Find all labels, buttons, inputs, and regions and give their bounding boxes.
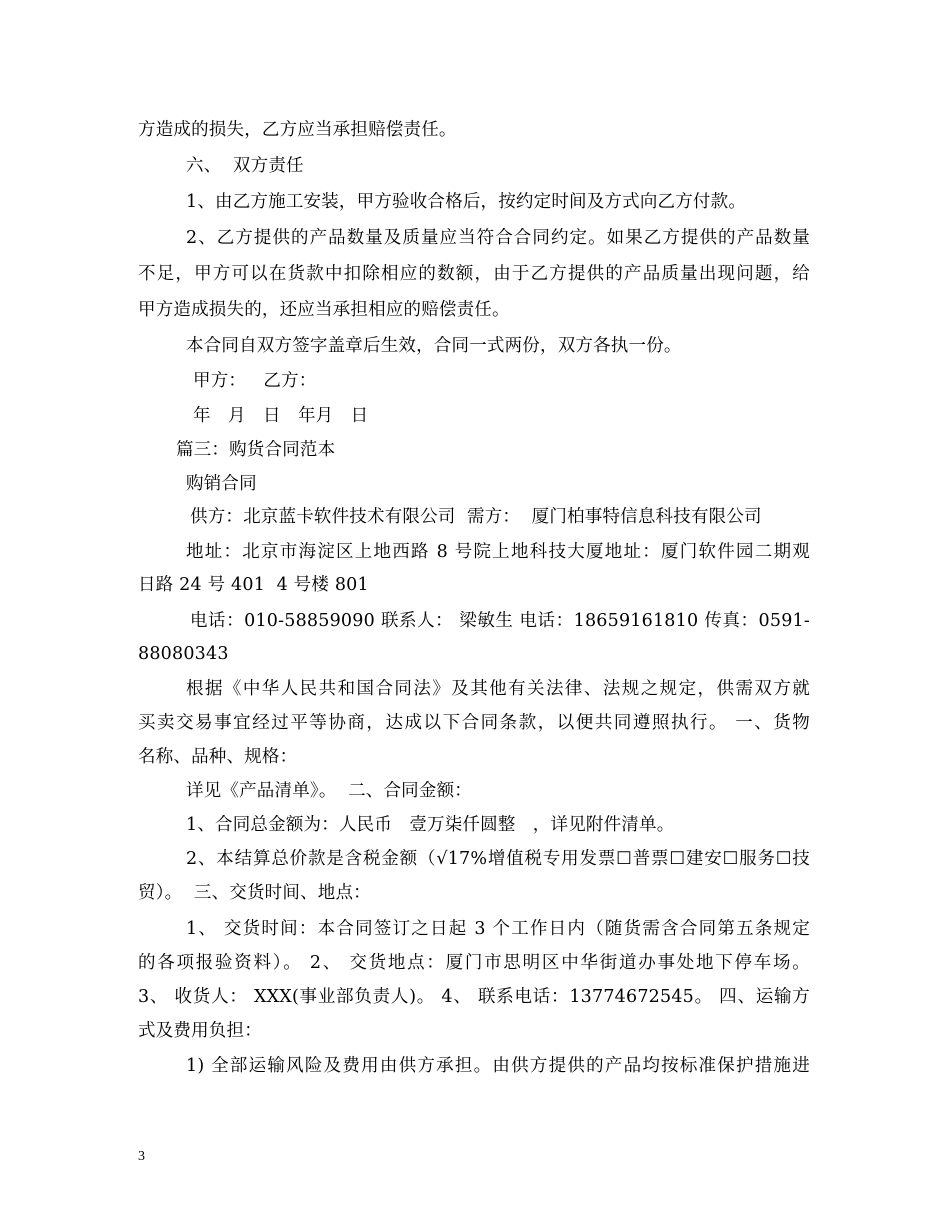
parties-line: 供方：北京蓝卡软件技术有限公司 需方： 厦门柏事特信息科技有限公司 (190, 507, 762, 527)
text-line: 1、合同总金额为：人民币 壹万柒仟圆整 ，详见附件清单。 (186, 815, 675, 835)
address-line: 日路 24 号 401 4 号楼 801 (138, 575, 369, 595)
page-number: 3 (138, 1149, 145, 1164)
text-line: 式及费用负担： (138, 1021, 262, 1041)
text-line: 1、 交货时间：本合同签订之日起 3 个工作日内（随货需含合同第五条规定 (186, 919, 810, 939)
address-line: 地址：北京市海淀区上地西路 8 号院上地科技大厦地址：厦门软件园二期观 (186, 542, 810, 562)
signature-parties: 甲方： 乙方： (193, 371, 317, 391)
text-line: 名称、品种、规格： (138, 747, 298, 767)
text-line: 的各项报验资料）。 2、 交货地点：厦门市思明区中华街道办事处地下停车场。 (138, 953, 810, 973)
text-line: 方造成的损失，乙方应当承担赔偿责任。 (138, 120, 457, 140)
text-line: 3、 收货人： XXX(事业部负责人)。 4、 联系电话：13774672545。 四、运输方 (138, 987, 810, 1007)
text-line: 买卖交易事宜经过平等协商，达成以下合同条款，以便共同遵照执行。 一、货物 (138, 713, 810, 733)
text-line: 甲方造成损失的，还应当承担相应的赔偿责任。 (138, 300, 510, 320)
text-line: 2、本结算总价款是含税金额（√17%增值税专用发票☐普票☐建安☐服务☐技 (186, 849, 810, 869)
section-heading: 六、 双方责任 (186, 156, 304, 176)
section-title: 篇三：购货合同范本 (176, 440, 336, 460)
signature-date: 年 月 日 年月 日 (193, 406, 369, 426)
text-line: 详见《产品清单》。 二、合同金额： (186, 781, 472, 801)
text-line: 根据《中华人民共和国合同法》及其他有关法律、法规之规定，供需双方就 (186, 679, 810, 699)
text-line: 本合同自双方签字盖章后生效，合同一式两份，双方各执一份。 (186, 336, 682, 356)
text-line: 1、由乙方施工安装，甲方验收合格后，按约定时间及方式向乙方付款。 (186, 192, 747, 212)
text-line: 贸）。 三、交货时间、地点： (138, 883, 371, 903)
fax-number: 88080343 (138, 644, 229, 664)
text-line: 不足，甲方可以在货款中扣除相应的数额，由于乙方提供的产品质量出现问题，给 (138, 264, 810, 284)
text-line: 2、乙方提供的产品数量及质量应当符合合同约定。如果乙方提供的产品数量 (186, 228, 810, 248)
contract-title: 购销合同 (186, 474, 257, 494)
phone-line: 电话：010-58859090 联系人： 梁敏生 电话：18659161810 传真：0591- (190, 611, 810, 631)
text-line: 1) 全部运输风险及费用由供方承担。由供方提供的产品均按标准保护措施进 (186, 1056, 810, 1076)
